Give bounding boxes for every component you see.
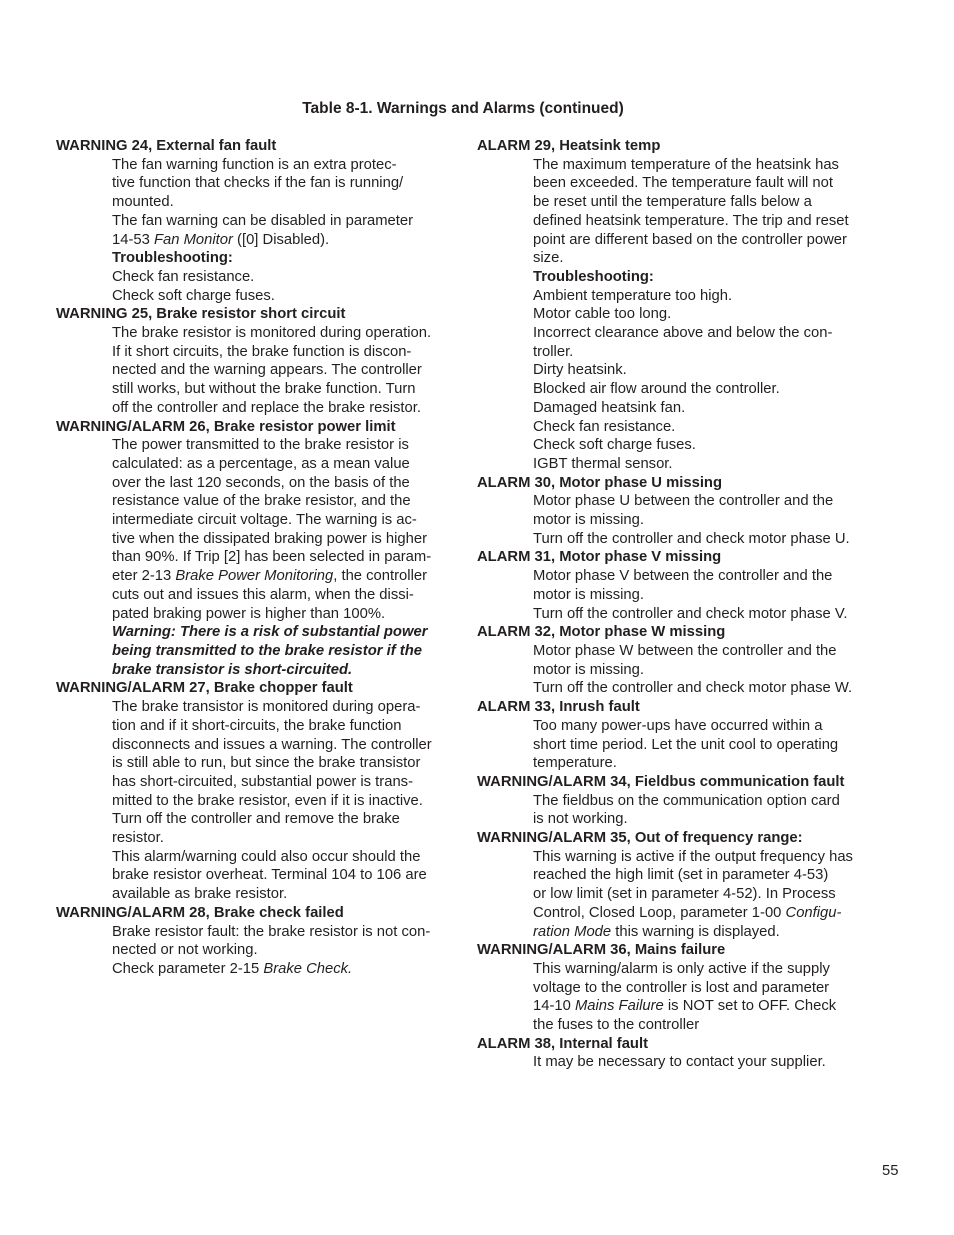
description-line: This alarm/warning could also occur should the xyxy=(112,848,421,865)
alarm-entry-title: WARNING 24, External fan fault xyxy=(56,138,277,154)
description-line xyxy=(533,904,877,923)
description-line: Check soft charge fuses. xyxy=(112,287,275,304)
alarm-entry-description xyxy=(533,567,877,623)
description-line: Motor phase W between the controller and the xyxy=(533,642,837,659)
description-line: resistance value of the brake resistor, and the xyxy=(112,493,411,510)
alarm-entry xyxy=(477,474,877,549)
alarm-entry xyxy=(56,137,456,305)
alarm-entry-description xyxy=(112,923,456,979)
description-line: Turn off the controller and check motor phase V. xyxy=(533,605,848,622)
description-line: motor is missing. xyxy=(533,512,644,529)
page-title: Table 8-1. Warnings and Alarms (continued) xyxy=(302,100,624,117)
description-line: tive function that checks if the fan is running/ xyxy=(112,175,404,192)
alarm-entry-title: ALARM 29, Heatsink temp xyxy=(477,138,661,154)
description-line: brake resistor overheat. Terminal 104 to 106 are xyxy=(112,867,427,884)
description-line: Brake resistor fault: the brake resistor is not con- xyxy=(112,923,431,940)
alarm-entry-title: WARNING/ALARM 34, Fieldbus communication fault xyxy=(477,773,845,790)
alarm-entry-title: ALARM 31, Motor phase V missing xyxy=(477,549,722,566)
description-line: is not working. xyxy=(533,811,628,828)
description-line: mitted to the brake resistor, even if it is inactive. xyxy=(112,792,423,809)
parameter-name: ration Mode xyxy=(533,923,612,940)
parameter-name: Configu- xyxy=(785,904,842,921)
alarm-entry xyxy=(477,829,877,941)
description-line: temperature. xyxy=(533,755,617,772)
description-line xyxy=(533,923,877,942)
alarm-entry-description xyxy=(533,717,877,773)
text-segment: 14-10 xyxy=(533,998,575,1015)
description-line: Dirty heatsink. xyxy=(533,362,627,379)
alarm-entry xyxy=(56,904,456,979)
description-line: calculated: as a percentage, as a mean value xyxy=(112,455,410,472)
description-line: tion and if it short-circuits, the brake function xyxy=(112,717,402,734)
text-segment: Control, Closed Loop, parameter 1-00 xyxy=(533,904,786,921)
description-line: available as brake resistor. xyxy=(112,886,288,903)
alarm-entry xyxy=(477,941,877,1035)
description-line: been exceeded. The temperature fault will not xyxy=(533,175,833,192)
description-line: This warning is active if the output frequency has xyxy=(533,848,853,865)
alarm-entry xyxy=(477,698,877,773)
description-line: The fan warning can be disabled in parameter xyxy=(112,212,414,229)
alarm-entry-description xyxy=(533,1053,877,1072)
description-line: Motor cable too long. xyxy=(533,306,672,323)
parameter-name: Brake Check. xyxy=(263,960,353,977)
description-line: reached the high limit (set in parameter 4-53) xyxy=(533,867,829,884)
alarm-entry-description xyxy=(533,156,877,474)
page-number: 55 xyxy=(882,1163,899,1179)
description-line: Damaged heatsink fan. xyxy=(533,399,686,416)
description-line: brake transistor is short-circuited. xyxy=(112,661,353,678)
description-line: If it short circuits, the brake function is discon- xyxy=(112,343,412,360)
description-line: off the controller and replace the brake resistor. xyxy=(112,399,421,416)
description-line: intermediate circuit voltage. The warning is ac- xyxy=(112,512,417,529)
text-segment: Check parameter 2-15 xyxy=(112,960,264,977)
alarm-entry-description xyxy=(112,436,456,679)
alarm-entry xyxy=(56,305,456,417)
alarm-entry-title: ALARM 33, Inrush fault xyxy=(477,699,640,716)
text-segment: ([0] Disabled). xyxy=(237,231,330,248)
description-line: Blocked air flow around the controller. xyxy=(533,381,780,398)
description-line: point are different based on the controller power xyxy=(533,231,847,248)
description-line: The brake transistor is monitored during opera- xyxy=(112,699,421,716)
description-line: Check fan resistance. xyxy=(112,268,255,285)
description-line: be reset until the temperature falls below a xyxy=(533,194,812,211)
alarm-entry-title: ALARM 32, Motor phase W missing xyxy=(477,624,726,641)
alarm-entry-description xyxy=(533,960,877,1035)
alarm-entry-title: WARNING/ALARM 36, Mains failure xyxy=(477,942,726,959)
description-line: is still able to run, but since the brake transistor xyxy=(112,755,421,772)
description-line: IGBT thermal sensor. xyxy=(533,455,673,472)
alarm-entry xyxy=(477,1035,877,1072)
description-line: defined heatsink temperature. The trip and reset xyxy=(533,212,849,229)
description-line: troller. xyxy=(533,343,574,360)
alarm-entry-description xyxy=(533,492,877,548)
alarm-entry-title: WARNING/ALARM 27, Brake chopper fault xyxy=(56,680,353,697)
alarm-entry-title: ALARM 38, Internal fault xyxy=(477,1035,649,1052)
description-line: being transmitted to the brake resistor if the xyxy=(112,642,422,659)
description-line: disconnects and issues a warning. The controller xyxy=(112,736,432,753)
description-line: The power transmitted to the brake resistor is xyxy=(112,437,409,454)
description-line: The brake resistor is monitored during operation. xyxy=(112,325,432,342)
description-line: Turn off the controller and check motor phase U. xyxy=(533,530,850,547)
description-line: over the last 120 seconds, on the basis of the xyxy=(112,474,410,491)
description-line: tive when the dissipated braking power is higher xyxy=(112,530,428,547)
description-line: Too many power-ups have occurred within a xyxy=(533,717,823,734)
alarm-entry-description xyxy=(112,156,456,306)
description-line: The maximum temperature of the heatsink has xyxy=(533,156,839,173)
alarm-entry-description xyxy=(533,642,877,698)
description-line: resistor. xyxy=(112,830,164,847)
description-line: The fieldbus on the communication option card xyxy=(533,792,840,809)
description-line: Troubleshooting: xyxy=(533,268,654,285)
description-line: cuts out and issues this alarm, when the dissi- xyxy=(112,586,414,603)
alarm-entry xyxy=(477,137,877,474)
description-line: Motor phase V between the controller and the xyxy=(533,568,833,585)
description-line xyxy=(112,567,456,586)
alarm-entry-title: WARNING 25, Brake resistor short circuit xyxy=(56,306,346,323)
description-line: Ambient temperature too high. xyxy=(533,287,733,304)
description-line: This warning/alarm is only active if the supply xyxy=(533,960,830,977)
alarm-entry xyxy=(477,623,877,698)
description-line: has short-circuited, substantial power is trans- xyxy=(112,773,413,790)
alarm-entry xyxy=(56,679,456,903)
alarm-entry-description xyxy=(533,848,877,942)
parameter-name: Mains Failure xyxy=(574,998,664,1015)
description-line: the fuses to the controller xyxy=(533,1017,700,1034)
parameter-name: Brake Power Monitoring xyxy=(175,568,334,585)
text-segment: is NOT set to OFF. Check xyxy=(663,998,837,1015)
left-column xyxy=(56,137,456,979)
text-segment: 14-53 xyxy=(112,231,154,248)
alarm-entry xyxy=(56,418,456,680)
description-line: mounted. xyxy=(112,194,174,211)
description-line: motor is missing. xyxy=(533,586,644,603)
alarm-entry-description xyxy=(112,698,456,904)
description-line: Troubleshooting: xyxy=(112,250,233,267)
description-line: motor is missing. xyxy=(533,661,644,678)
right-column xyxy=(477,137,877,1072)
description-line: nected or not working. xyxy=(112,942,258,959)
alarm-entry xyxy=(477,773,877,829)
description-line: Motor phase U between the controller and the xyxy=(533,493,834,510)
description-line: voltage to the controller is lost and parameter xyxy=(533,979,830,996)
description-line: or low limit (set in parameter 4-52). In Process xyxy=(533,886,836,903)
alarm-entry-description xyxy=(533,792,877,829)
description-line: nected and the warning appears. The controller xyxy=(112,362,422,379)
description-line: Warning: There is a risk of substantial power xyxy=(112,624,428,641)
description-line xyxy=(112,231,456,250)
alarm-entry-description xyxy=(112,324,456,418)
description-line: Turn off the controller and remove the brake xyxy=(112,811,400,828)
description-line: Turn off the controller and check motor phase W. xyxy=(533,680,853,697)
description-line: Check soft charge fuses. xyxy=(533,437,696,454)
text-segment: , the controller xyxy=(333,568,428,585)
description-line: short time period. Let the unit cool to operating xyxy=(533,736,839,753)
description-line: Incorrect clearance above and below the con- xyxy=(533,325,833,342)
alarm-entry-title: WARNING/ALARM 26, Brake resistor power limit xyxy=(56,418,396,435)
description-line: pated braking power is higher than 100%. xyxy=(112,605,386,622)
description-line: The fan warning function is an extra protec- xyxy=(112,156,397,173)
description-line: It may be necessary to contact your supplier. xyxy=(533,1054,826,1071)
description-line: Check fan resistance. xyxy=(533,418,676,435)
alarm-entry-title: ALARM 30, Motor phase U missing xyxy=(477,474,723,491)
description-line xyxy=(112,960,456,979)
description-line: size. xyxy=(533,250,564,267)
text-segment: this warning is displayed. xyxy=(611,923,780,940)
text-segment: eter 2-13 xyxy=(112,568,176,585)
alarm-entry-title: WARNING/ALARM 28, Brake check failed xyxy=(56,904,344,921)
parameter-name: Fan Monitor xyxy=(153,231,238,248)
description-line: than 90%. If Trip [2] has been selected in param- xyxy=(112,549,432,566)
alarm-entry xyxy=(477,548,877,623)
alarm-entry-title: WARNING/ALARM 35, Out of frequency range: xyxy=(477,830,803,847)
description-line: still works, but without the brake function. Turn xyxy=(112,381,416,398)
description-line xyxy=(533,997,877,1016)
